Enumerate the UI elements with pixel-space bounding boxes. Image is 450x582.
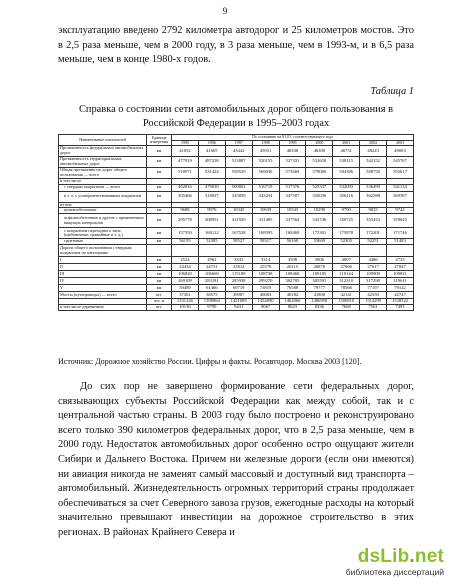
table-cell: 2962 [198,257,225,264]
row-label: в т. ч. с усовершенствованным покрытием [59,191,147,202]
table-cell: 487258 [198,156,225,167]
table-cell: 532650 [306,156,333,167]
table-cell: 318927 [198,191,225,202]
table-cell: 295778 [172,214,199,228]
row-label: V [59,285,147,292]
table-cell: 56155 [172,239,199,245]
table-cell: 26115 [279,264,306,271]
table-cell: 283181 [198,278,225,285]
year-header: 2003 [387,140,414,146]
table-cell: 9742 [387,208,414,214]
table-row [59,167,414,178]
table-cell: 7668 [333,305,360,311]
row-label: Протяженность федеральных автомобильных дорог [59,146,147,157]
table-cell: 49003 [387,146,414,157]
table-cell: 331485 [252,214,279,228]
watermark-subtitle: библиотека диссертаций [345,567,444,577]
row-unit: км [147,239,172,245]
table-cell: 8336 [306,305,333,311]
row-unit [147,245,172,257]
table-cell [306,245,333,257]
row-unit: км [147,285,172,292]
table-title: Справка о состоянии сети автомобильных дорог общего пользования в Российской Федерации в 1995–2003 годах [78,104,393,129]
table-cell [333,245,360,257]
table-cell: 305591 [306,278,333,285]
table-cell: 285938 [225,278,252,285]
table-cell: 321929 [225,214,252,228]
table-cell: 52251 [360,239,387,245]
table-cell: 584396 [333,167,360,178]
table-cell: 108738 [252,271,279,278]
row-unit: км [147,214,172,228]
table-cell: 7493 [387,305,414,311]
table-cell: 479039 [198,184,225,191]
row-label: Мосты (путепроводы) — всего [59,292,147,299]
row-label: в том числе [59,178,147,184]
table-cell: 25814 [225,264,252,271]
table-cell: 269109 [172,278,199,285]
table-body [59,146,414,311]
table-row [59,228,414,239]
table-cell: 359645 [387,214,414,228]
year-header: 2001 [333,140,360,146]
row-unit: шт. [147,305,172,311]
table-cell: 45931 [252,146,279,157]
table-row [59,214,414,228]
year-header: 2000 [306,140,333,146]
table-cell: 592617 [387,167,414,178]
table-cell [360,245,387,257]
table-cell [198,245,225,257]
table-cell: 319611 [387,278,414,285]
table-cell: 110144 [333,271,360,278]
table-cell: 510719 [252,184,279,191]
row-label: асфальтобетонные и другие с применением вяжущих материалов [59,214,147,228]
table-cell: 69719 [225,285,252,292]
table-row [59,285,414,292]
table-cell: 61466 [198,285,225,292]
row-label: с покрытием переходного типа (щебеночные, гравийные и т. д.) [59,228,147,239]
table-cell: 58527 [225,239,252,245]
table-cell: 41605 [198,146,225,157]
table-cell: 10345 [225,208,252,214]
table-cell: 558529 [225,167,252,178]
table-cell: 109909 [360,271,387,278]
table-cell: 9431 [225,305,252,311]
table-cell: 308951 [198,214,225,228]
table-cell: 1331226 [172,299,199,305]
table-cell: 27847 [387,264,414,271]
table-caption: Таблица 1 [370,86,414,97]
table-cell [279,245,306,257]
table-cell: 541134 [387,184,414,191]
row-unit: км [147,184,172,191]
row-unit: км [147,278,172,285]
row-label: в том числе деревянные [59,305,147,311]
table-cell: 79122 [387,285,414,292]
table-cell: 356116 [333,191,360,202]
table-cell: 343746 [306,214,333,228]
table-cell: 56160 [279,239,306,245]
table-cell: 1398864 [198,299,225,305]
table-cell: 369387 [387,191,414,202]
row-label: Протяженность территориальных автомобильных дорог [59,156,147,167]
header-name: Наименование показателей [59,135,147,146]
table-cell: 3906 [306,257,333,264]
table-cell: 500002 [225,184,252,191]
table-cell: 462816 [172,184,199,191]
table-cell: 27617 [360,264,387,271]
table-cell: 1496958 [306,299,333,305]
table-cell: 343234 [252,191,279,202]
table-cell: 42747 [387,292,414,299]
row-label: Общая протяженность дорог общего пользования — всего [59,167,147,178]
table-cell [225,245,252,257]
table-cell: 37301 [172,292,199,299]
year-header: 1998 [252,140,279,146]
row-label: I [59,257,147,264]
table-cell: 477919 [172,156,199,167]
table-cell: 46300 [306,146,333,157]
body-paragraph: До сих пор не завершено формирование сети федеральных дорог, связывающих субъекты Российской Федерации как между собой, так и с центральной частью страны. В 2003 году было построено и реконструировано всего только 390 километров федеральных дорог, что в 2,5 раза меньше, чем в 2000 году. Недостаток автомобильных дорог особенно остро ощущают жители Сибири и Дальнего Востока. Причем ни железные дороги (если они имеются) ни авиация никогда не заменят самый массовый и доступный вид транспорта – автомобильный. Жизнедеятельность огромных территорий страны продолжает обеспечиваться за счет Северного завоза грузов, ежегодные расходы на который значительно превышают инвестиции на дорожное строительство в этих регионах. В районах Крайнего Севера и [58,381,414,538]
table-cell: 10639 [252,208,279,214]
table-cell [387,245,414,257]
row-unit: км [147,146,172,157]
table-cell: 579006 [306,167,333,178]
table-cell: 73819 [252,285,279,292]
road-network-table [58,134,414,311]
table-cell: 350036 [306,191,333,202]
page-number: 9 [222,6,228,16]
row-unit: км [147,156,172,167]
year-header: 1995 [172,140,199,146]
table-cell: 167528 [225,228,252,239]
table-cell: 39987 [225,292,252,299]
year-header: 2002 [360,140,387,146]
table-cell: 46338 [279,146,306,157]
row-label: грунтовые [59,239,147,245]
table-cell [172,245,199,257]
row-label: III [59,271,147,278]
table-cell: 4733 [387,257,414,264]
table-cell: 53669 [306,239,333,245]
table-cell: 48223 [360,146,387,157]
table-cell: 169469 [279,228,306,239]
table-cell: 518971 [172,167,199,178]
table-cell: 317290 [360,278,387,285]
table-cell: 3508 [279,257,306,264]
table-cell: 76588 [279,285,306,292]
table-cell: 26878 [306,264,333,271]
table-cell: 1514299 [360,299,387,305]
table-cell: 46751 [333,146,360,157]
year-header: 1999 [279,140,306,146]
year-header: 1996 [198,140,225,146]
table-cell: 52385 [198,239,225,245]
row-unit: пог. м [147,299,172,305]
table-cell: 25578 [252,264,279,271]
table-row [59,184,414,191]
header-unit: Единица измерения [147,135,172,146]
table-cell: 106820 [172,271,199,278]
table-cell: 8623 [279,305,306,311]
row-label: с твердым покрытием — всего [59,184,147,191]
table-cell: 78566 [333,285,360,292]
row-unit: км [147,191,172,202]
table-cell: 41052 [172,146,199,157]
table-cell: 3343 [225,257,252,264]
table-cell: 160112 [198,228,225,239]
table-cell: 302705 [279,278,306,285]
table-row [59,191,414,202]
table-cell: 337564 [279,214,306,228]
table-cell: 1538522 [387,299,414,305]
table-cell: 40182 [279,292,306,299]
table-cell: 538115 [333,156,360,167]
table-cell: 109185 [306,271,333,278]
row-label: IV [59,278,147,285]
table-cell: 109821 [387,271,414,278]
table-cell: 168595 [252,228,279,239]
row-unit: км [147,264,172,271]
table-cell: 3314 [252,257,279,264]
table-cell: 51483 [387,239,414,245]
table-cell: 10136 [172,305,199,311]
table-cell: 536499 [360,184,387,191]
table-cell: 299270 [252,278,279,285]
table-cell: 1462066 [279,299,306,305]
table-row [59,271,414,278]
source-note: Источник: Дорожное хозяйство России. Цифры и факты. Росавтодор. Москва 2003 [120]. [58,357,362,366]
table-cell: 531424 [198,167,225,178]
table-cell: 79777 [306,285,333,292]
row-unit: шт. [147,292,172,299]
table-cell: 24731 [198,264,225,271]
row-unit: км [147,208,172,214]
row-unit: км [147,271,172,278]
table-row [59,278,414,285]
table-cell: 355453 [360,214,387,228]
table-cell: 325858 [225,191,252,202]
table-row [59,257,414,264]
table-cell: 7561 [360,305,387,311]
table-cell [252,245,279,257]
table-cell: 115188 [225,271,252,278]
table-row [59,245,414,257]
table-row [59,156,414,167]
table-cell: 10290 [306,208,333,214]
table-cell: 9790 [333,208,360,214]
table-cell: 24434 [172,264,199,271]
table-cell: 1500810 [333,299,360,305]
row-label: цементобетонные [59,208,147,214]
year-header: 1997 [225,140,252,146]
table-cell: 4007 [333,257,360,264]
table-cell: 58317 [252,239,279,245]
row-label: Дороги общего пользования с твердым покрытием по категориям: [59,245,147,257]
table-row [59,292,414,299]
table-cell: 59489 [172,285,199,292]
table-row [59,305,414,311]
row-unit: км [147,257,172,264]
table-cell: 40603 [252,292,279,299]
table-cell: 108460 [279,271,306,278]
table-cell: 1454090 [252,299,279,305]
table-cell: 175301 [306,228,333,239]
table-cell: 542152 [360,156,387,167]
table-cell: 573669 [279,167,306,178]
table-cell: 27066 [333,264,360,271]
table-cell: 532093 [333,184,360,191]
watermark [300,546,448,580]
table-cell: 525337 [306,184,333,191]
table-cell: 527331 [279,156,306,167]
table-cell: 157350 [172,228,199,239]
table-cell: 4486 [360,257,387,264]
row-label: из них [59,202,147,208]
table-cell: 2524 [172,257,199,264]
table-cell: 588750 [360,167,387,178]
table-row [59,146,414,157]
table-cell: 77197 [360,285,387,292]
table-cell: 569036 [252,167,279,178]
table-cell: 362588 [360,191,387,202]
row-label: II [59,264,147,271]
table-cell: 305466 [172,191,199,202]
table-cell: 41800 [306,292,333,299]
table-cell: 9799 [198,305,225,311]
table-cell: 45442 [225,146,252,157]
table-cell: 9835 [360,208,387,214]
header-group: По состоянию на 01.01. соответствующего года [172,135,414,141]
watermark-logo: dsLib.net [357,546,444,567]
table-cell: 517376 [279,184,306,191]
table-cell: 9688 [172,208,199,214]
table-cell: 520155 [252,156,279,167]
row-unit: км [147,228,172,239]
table-cell: 172201 [360,228,387,239]
table-cell: 10343 [279,208,306,214]
row-unit: км [147,167,172,178]
table-cell: 513087 [225,156,252,167]
table-cell: 106669 [198,271,225,278]
table-cell: 312310 [333,278,360,285]
table-cell: 350725 [333,214,360,228]
table-cell: 171746 [387,228,414,239]
table-cell: 52303 [333,239,360,245]
table-cell: 9976 [198,208,225,214]
table-cell: 42350 [360,292,387,299]
table-cell: 9067 [252,305,279,311]
table-container [58,134,414,354]
table-cell: 545767 [387,156,414,167]
table-cell: 347507 [279,191,306,202]
table-cell: 175878 [333,228,360,239]
intro-paragraph: эксплуатацию введено 2792 километра автодорог и 25 километров мостов. Это в 2,5 раза меньше, чем в 2000 году, в 3 раза меньше, чем в 1993-м, и в 6,5 раза меньше, чем в конце 1980-х годов. [58,25,414,66]
table-cell: 38575 [198,292,225,299]
table-row [59,264,414,271]
table-cell: 42141 [333,292,360,299]
table-cell: 1421085 [225,299,252,305]
